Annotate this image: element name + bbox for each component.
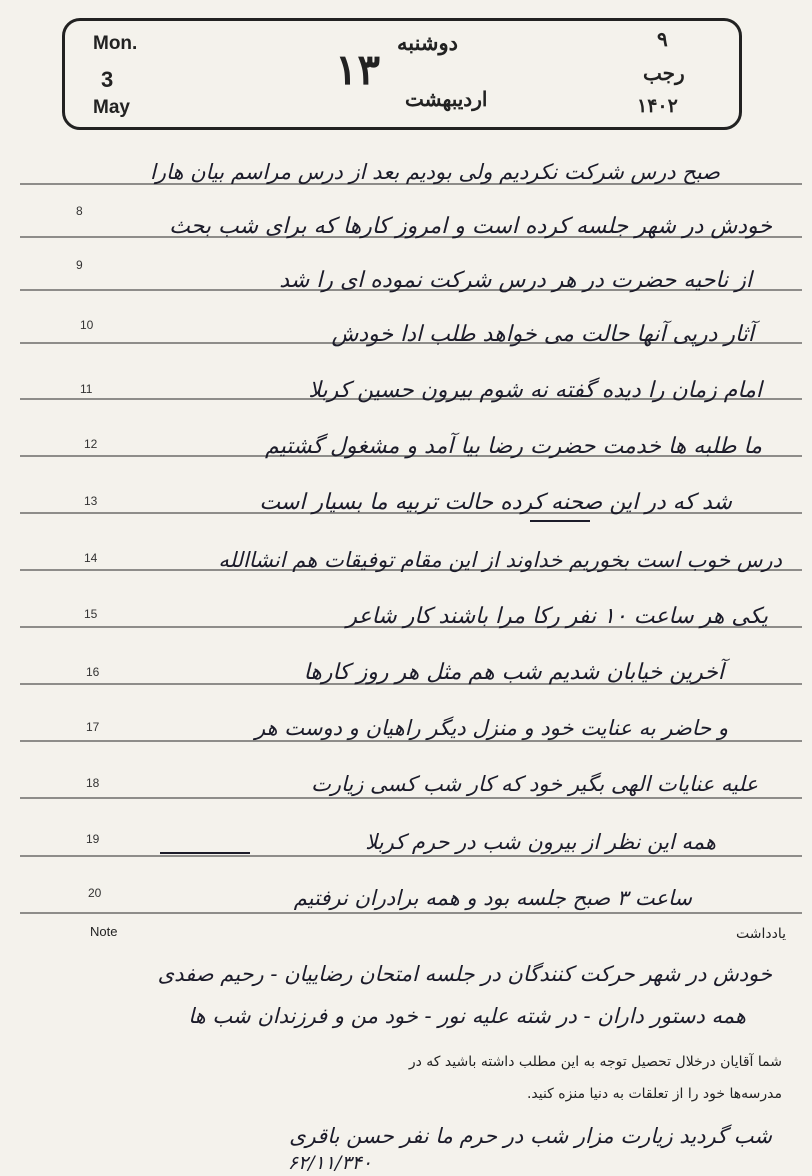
month-hijri: رجب: [643, 63, 685, 85]
line-number: 20: [88, 886, 102, 900]
handwritten-line: صبح درس شرکت نکردیم ولی بودیم بعد از درس مراسم بیان هارا: [150, 160, 720, 184]
line-number: 19: [86, 832, 100, 846]
line-number: 14: [84, 551, 98, 565]
strikethrough-line: [530, 520, 590, 522]
handwritten-line: شد که در این صحنه کرده حالت تربیه ما بسیار است: [259, 490, 732, 515]
ruled-line: [20, 912, 802, 914]
line-number: 8: [76, 204, 83, 218]
handwritten-line: علیه عنایات الهی بگیر خود که کار شب کسی زیارت: [311, 772, 758, 796]
line-number: 9: [76, 258, 83, 272]
handwritten-line: و حاضر به عنایت خود و منزل دیگر راهیان و دوست هر: [254, 716, 728, 740]
year-hijri: ۱۴۰۲: [637, 96, 678, 117]
line-number: 18: [86, 776, 100, 790]
strikethrough-line: [160, 852, 250, 854]
day-fa: ۱۳: [335, 46, 381, 93]
day-en: 3: [101, 67, 114, 92]
note-label-fa: یادداشت: [736, 926, 786, 942]
line-number: 17: [86, 720, 100, 734]
weekday-en: Mon.: [93, 33, 138, 54]
line-number: 15: [84, 607, 98, 621]
line-number: 13: [84, 494, 98, 508]
handwritten-line: ما طلبه ها خدمت حضرت رضا بیا آمد و مشغول گشتیم: [265, 434, 762, 459]
handwritten-line: خودش در شهر جلسه کرده است و امروز کارها که برای شب بحث: [169, 214, 772, 239]
month-fa: اردیبهشت: [405, 89, 488, 111]
handwritten-line: امام زمان را دیده گفته نه شوم بیرون حسین کربلا: [308, 378, 762, 403]
printed-quote-line-1: شما آقایان درخلال تحصیل توجه به این مطلب داشته باشید که در: [408, 1054, 782, 1070]
weekday-fa: دوشنبه: [397, 32, 459, 55]
handwritten-line: یکی هر ساعت ۱۰ نفر رکا مرا باشند کار شاعر: [346, 604, 768, 629]
line-number: 11: [80, 382, 93, 396]
handwritten-line: آثار درپی آنها حالت می خواهد طلب ادا خودش: [331, 322, 754, 347]
handwritten-line: همه این نظر از بیرون شب در حرم کربلا: [365, 830, 716, 854]
note-handwritten-line: خودش در شهر حرکت کنندگان در جلسه امتحان رضاییان - رحیم صفدی: [157, 962, 772, 986]
handwritten-line: درس خوب است بخوریم خداوند از این مقام توفیقات هم انشاالله: [218, 548, 782, 572]
ruled-line: [20, 797, 802, 799]
handwritten-line: از ناحیه حضرت در هر درس شرکت نموده ای را شد: [279, 268, 752, 293]
ruled-line: [20, 740, 802, 742]
month-en: May: [93, 97, 130, 118]
line-number: 10: [80, 318, 94, 332]
line-number: 12: [84, 437, 98, 451]
line-number: 16: [86, 665, 100, 679]
day-hijri: ۹: [657, 29, 668, 51]
bottom-handwritten-number: ۶۲/۱۱/۳۴۰: [287, 1152, 372, 1174]
ruled-line: [20, 855, 802, 857]
printed-quote-line-2: مدرسه‌ها خود را از تعلقات به دنیا منزه کنید.: [526, 1086, 782, 1102]
bottom-handwritten-line: شب گردید زیارت مزار شب در حرم ما نفر حسن باقری: [289, 1124, 772, 1148]
note-label-en: Note: [90, 924, 118, 939]
handwritten-line: ساعت ۳ صبح جلسه بود و همه برادران نرفتیم: [293, 886, 692, 910]
note-handwritten-line: همه دستور داران - در شته علیه نور - خود من و فرزندان شب ها: [188, 1004, 746, 1028]
handwritten-line: آخرین خیابان شدیم شب هم مثل هر روز کارها: [303, 660, 724, 685]
